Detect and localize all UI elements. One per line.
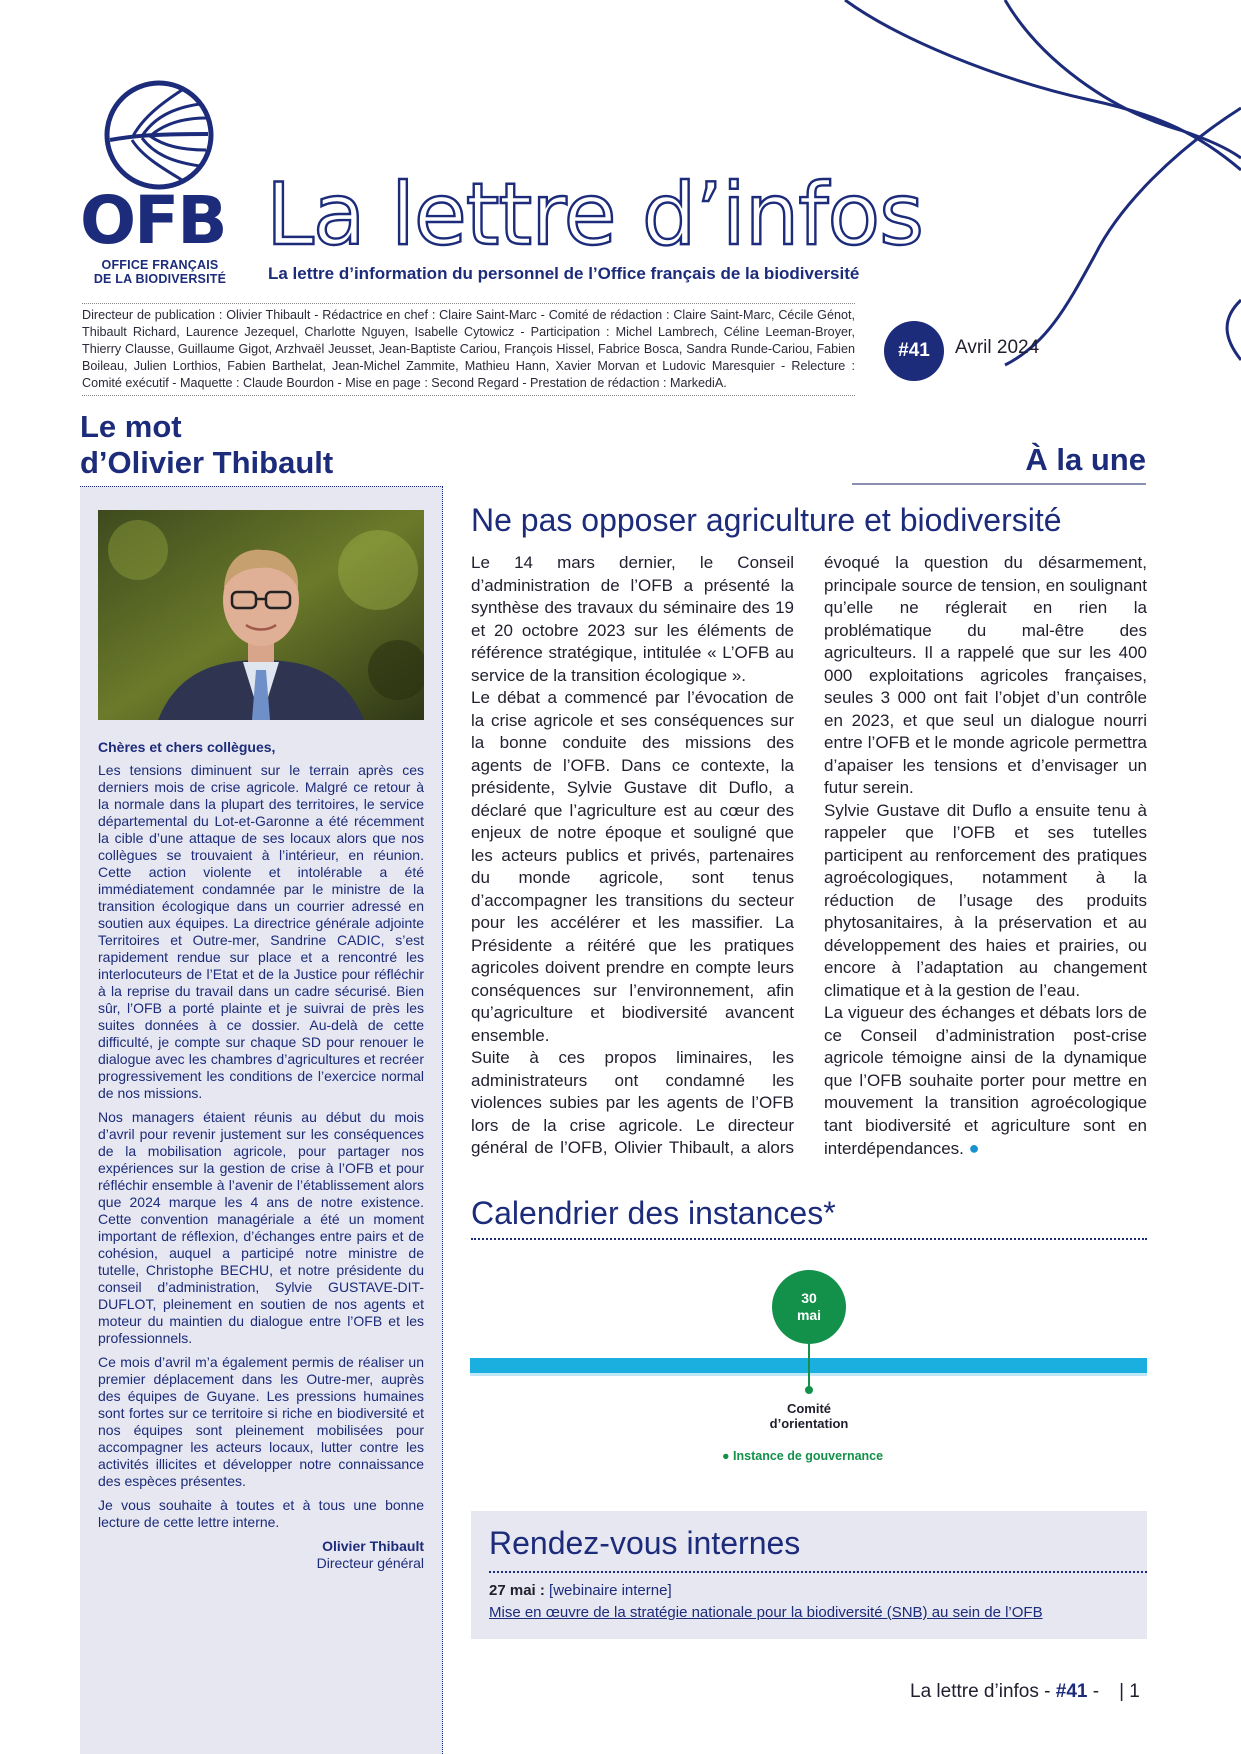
editorial-credits: Directeur de publication : Olivier Thibault - Rédactrice en chef : Claire Saint-Marc - Comité de rédaction : Claire Saint-Marc, Cécile Génot, Thibault Richard, Laurence Jezequel, Charlotte Nguyen, Isabelle Cytowicz - Participation : Michel Lambrech, Céline Leeman-Broyer, Thierry Clausse, Guillaume Gigot, Arzhvaël Jeusset, Jean-Baptiste Cariou, François Hissel, Fabrice Bosca, Sandra Runde-Cariou, Fabien Boileau, Julien Lorthios, Fabien Barthelat, Jean-Michel Zammite, Mathieu Hann, Xavier Morvan et Ludovic Maresquier - Relecture : Comité exécutif - Maquette : Claude Bourdon - Mise en page : Second Regard - Prestation de rédaction : MarkediA. [82,303,855,396]
footer-label: La lettre d’infos - [910,1681,1056,1702]
footer-suffix: - [1087,1681,1100,1702]
rendezvous-box [471,1511,1147,1639]
signature-role: Directeur général [316,1555,424,1571]
letter-paragraph: Les tensions diminuent sur le terrain après ces derniers mois de crise agricole. Malgré ce retour à la normale dans la plupart des territoires, le service départemental du Lot-et-Garonne a été récemment la cible d’une attaque de ses locaux alors que nos collègues se trouvaient à l’intérieur, en réunion. Cette action violente et intolérable a été immédiatement condamnée par le ministre de la transition écologique dans un courrier adressé en soutien aux équipes. La directrice générale adjointe Territoires et Outre-mer, Sandrine CADIC, s’est rapidement rendue sur place et a rencontré les interlocuteurs de l’Etat et de la Justice pour réfléchir à la reprise du travail dans un cadre sécurisé. Bien sûr, l’OFB a porté plainte et je suivrai de près les suites données à ce dossier. Au-delà de cette difficulté, je compte sur chaque SD pour renouer le dialogue avec les chambres d’agricultures et recréer progressivement les conditions de l’exercice normal de nos missions. [98,762,424,1101]
director-portrait [98,510,424,720]
article-paragraph: Sylvie Gustave dit Duflo a ensuite tenu à rappeler que l’OFB et ses tutelles participent au renforcement des pratiques agroécologiques, notamment à la réduction de l’usage des produits phytosanitaires, à la préservation et au développement des haies et prairies, ou encore à l’adaptation au changement climatique et à la gestion de l’eau. [824,800,1147,1000]
editorial-title-line1: Le mot [80,409,182,444]
rendezvous-divider [489,1571,1147,1573]
logo-subtitle [80,258,240,286]
masthead-subtitle: La lettre d’information du personnel de l’Office français de la biodiversité [268,264,860,283]
issue-number-badge: #41 [884,321,944,381]
leaf-emblem-icon [102,78,216,192]
letter-greeting: Chères et chers collègues, [98,739,276,755]
letter-paragraph: Ce mois d’avril m’a également permis de réaliser un premier déplacement dans les Outre-mer, auprès des équipes de Guyane. Les pressions humaines sont fortes sur ce territoire si riche en biodiversité et nos équipes sont pleinement mobilisées pour accompagner les acteurs locaux, lutter contre les activités illicites et développer notre connaissance des espèces présentes. [98,1354,424,1489]
issue-date: Avril 2024 [955,337,1040,358]
logo-subtitle-line2: DE LA BIODIVERSITÉ [93,272,227,286]
article-paragraph-last [824,1002,1147,1161]
article-paragraph: Le 14 mars dernier, le Conseil d’administration de l’OFB a présenté la synthèse des travaux du séminaire des 19 et 20 octobre 2023 sur les éléments de référence stratégique, intitulée « L’OFB au service de la transition écologique ». [471,553,794,685]
footer-issue: #41 [1055,1681,1088,1702]
page-footer [910,1681,1140,1703]
editorial-letter [98,739,424,1572]
rendezvous-date: 27 mai : [489,1582,545,1599]
timeline-dot-icon [805,1386,813,1394]
editorial-panel [80,486,443,1754]
calendar-title: Calendrier des instances* [471,1195,1147,1240]
rendezvous-title: Rendez-vous internes [489,1525,801,1561]
editorial-title [80,409,333,481]
event-label-line2: d’orientation [769,1416,849,1431]
rendezvous-entry [489,1582,672,1599]
timeline-stem [808,1344,810,1390]
masthead-title: La lettre d’infos [266,165,923,265]
end-of-article-dot-icon: ● [968,1138,980,1158]
logo-acronym: OFB [80,182,226,259]
calendar-day: 30 [801,1290,817,1306]
article-title: Ne pas opposer agriculture et biodiversité [471,502,1062,538]
calendar-date-circle [772,1270,846,1344]
article-paragraph: Le débat a commencé par l’évocation de la crise agricole et ses conséquences sur la bonne conduite des missions des agents de l’OFB. Dans ce contexte, la présidente, Sylvie Gustave dit Duflo, a déclaré que l’agriculture est au cœur des enjeux de notre époque et souligné que les acteurs publics et privés, partenaires du monde agricole, sont tenus d’accompagner les transitions du secteur pour les accélérer et les massifier. La Présidente a réitéré que les pratiques agricoles doivent prendre en compte leurs conséquences sur l’environnement, afin qu’agriculture et biodiversité avancent ensemble. [471,688,794,1045]
letter-paragraph: Je vous souhaite à toutes et à tous une bonne lecture de cette lettre interne. [98,1497,424,1530]
calendar-month: mai [796,1307,822,1323]
signature-name: Olivier Thibault [322,1538,424,1554]
article-paragraph: Suite à ces propos liminaires, les administrateurs ont condamné les violences subies par les agents de l’OFB lors de la crise agricole. Le directeur général de l’OFB, Olivier Thibault, a alors évoqué la question du désarmement, principale source de tension, en soulignant qu’elle ne réglerait en rien la problématique du mal-être des agriculteurs. Il a rappelé que sur les 400 000 exploitations agricoles françaises, seules 3 000 ont fait l’objet d’un contrôle en 2023, et que seul un dialogue nourri entre l’OFB et le monde agricole permettra d’apaiser les tensions et d’envisager un futur serein. [471,553,1147,1157]
article-paragraph-text: La vigueur des échanges et débats lors de ce Conseil d’administration post-crise agricole témoigne ainsi de la dynamique que l’OFB souhaite porter pour mettre en mouvement la transition agroécologique tant biodiversité et agriculture sont en interdépendances. [824,1003,1147,1158]
letter-paragraph: Nos managers étaient réunis au début du mois d’avril pour revenir justement sur les conséquences de la mobilisation agricole, pour partager nos expériences sur la gestion de crise à l’OFB et pour réfléchir ensemble à l’avenir de l’établissement alors que 2024 marque les 4 ans de notre existence. Cette convention managériale a été un moment important de réflexion, d’échanges entre pairs et de cohésion, auquel a participé notre ministre de tutelle, Christophe BECHU, et notre présidente du conseil d’administration, Sylvie GUSTAVE-DIT-DUFLOT, pleinement en soutien de nos agents et moteur du maintien du dialogue entre l’OFB et les professionnels. [98,1109,424,1346]
rendezvous-link[interactable]: Mise en œuvre de la stratégie nationale pour la biodiversité (SNB) au sein de l’OFB [489,1604,1043,1621]
calendar-legend: ● Instance de gouvernance [722,1449,884,1463]
event-label-line1: Comité [786,1401,832,1416]
rendezvous-tag: [webinaire interne] [549,1582,672,1599]
section-label-une: À la une [852,442,1146,485]
page-number: | 1 [1119,1681,1140,1702]
article-body [471,552,1147,1161]
logo-subtitle-line1: OFFICE FRANÇAIS [101,258,219,272]
calendar-event-label [739,1401,879,1431]
editorial-title-line2: d’Olivier Thibault [80,445,334,480]
